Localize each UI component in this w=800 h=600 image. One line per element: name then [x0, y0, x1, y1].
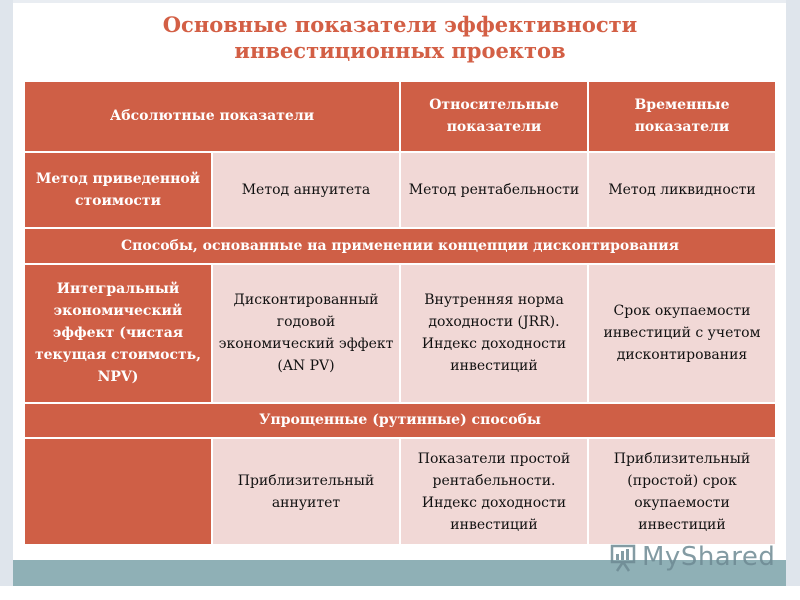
- page-title-line2: инвестиционных проектов: [234, 38, 566, 63]
- slide-right-border: [786, 0, 800, 600]
- header-relative: Относительные показатели: [401, 82, 587, 151]
- cell-method-liquidity: Метод ликвидности: [589, 153, 775, 228]
- cell-discounted-payback: Срок окупаемости инвестиций с учетом дисконтирования: [589, 265, 775, 402]
- cell-approx-annuity: Приблизительный аннуитет: [213, 439, 399, 544]
- section-simple-row: [25, 404, 775, 437]
- simple-row: [25, 439, 775, 544]
- cell-method-profitability: Метод рентабельности: [401, 153, 587, 228]
- cell-simple-payback: Приблизительный (простой) срок окупаемости инвестиций: [589, 439, 775, 544]
- header-temporal: Временные показатели: [589, 82, 775, 151]
- cell-simple-empty: [25, 439, 211, 544]
- watermark-text: MyShared: [642, 542, 776, 572]
- cell-method-annuity: Метод аннуитета: [213, 153, 399, 228]
- cell-method-present-value: Метод приведенной стоимости: [25, 153, 211, 228]
- cell-npv: Интегральный экономический эффект (чистая текущая стоимость, NPV): [25, 265, 211, 402]
- watermark-logo: [610, 540, 776, 576]
- cell-irr: Внутренняя норма доходности (JRR). Индекс доходности инвестиций: [401, 265, 587, 402]
- footer-margin: [0, 586, 800, 600]
- methods-row: [25, 153, 775, 228]
- section-simple: Упрощенные (рутинные) способы: [25, 404, 775, 437]
- discount-row: [25, 265, 775, 402]
- cell-simple-profitability: Показатели простой рентабельности. Индекс доходности инвестиций: [401, 439, 587, 544]
- cell-an-pv: Дисконтированный годовой экономический эффект (AN PV): [213, 265, 399, 402]
- page-title: [0, 12, 800, 64]
- indicators-table: [23, 80, 777, 546]
- table-header-row: [25, 82, 775, 151]
- section-discount: Способы, основанные на применении концепции дисконтирования: [25, 229, 775, 262]
- section-discount-row: [25, 229, 775, 262]
- slide-left-border: [0, 0, 13, 600]
- header-absolute: Абсолютные показатели: [25, 82, 399, 151]
- page-title-line1: Основные показатели эффективности: [162, 12, 638, 37]
- presentation-board-icon: [610, 542, 638, 572]
